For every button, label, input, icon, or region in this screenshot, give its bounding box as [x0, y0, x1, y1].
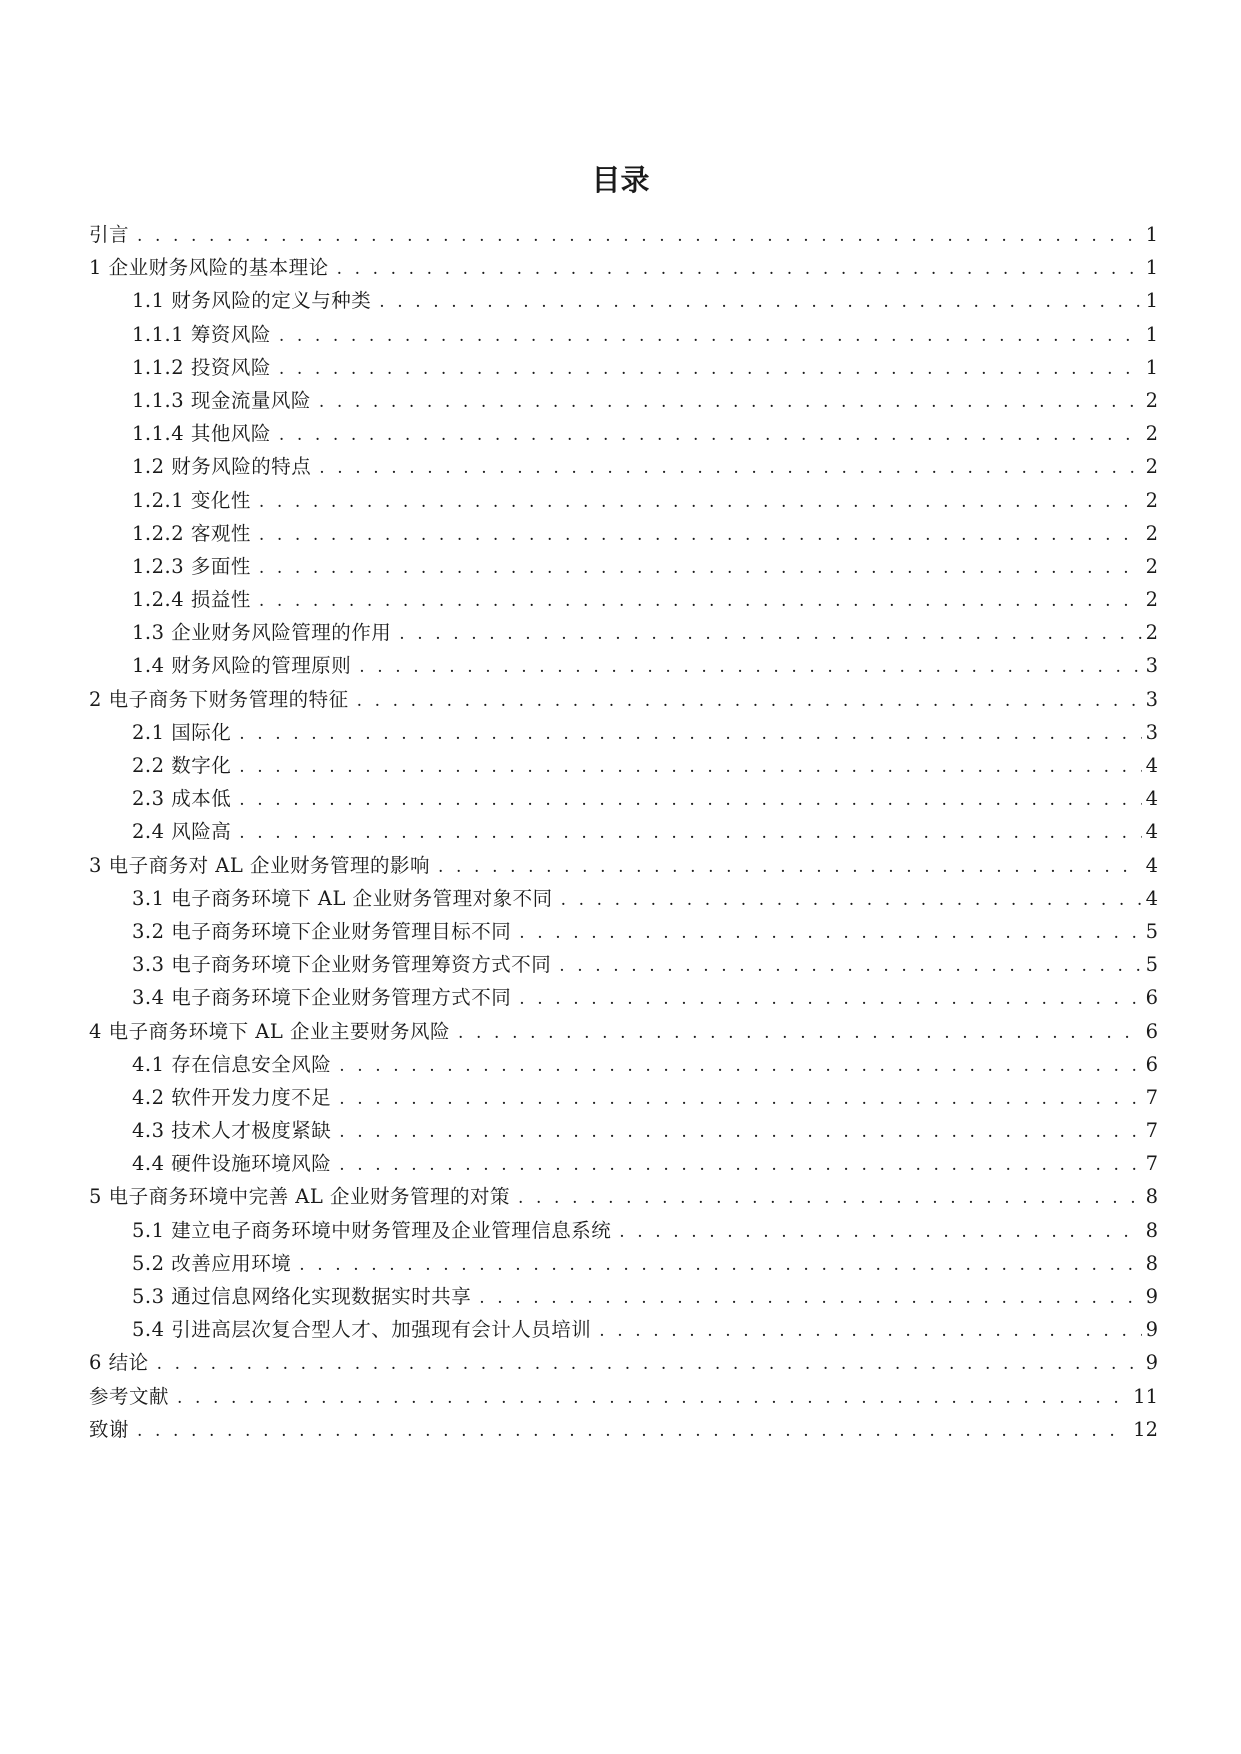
toc-entry-label: 1.3 企业财务风险管理的作用 — [132, 621, 392, 645]
toc-entry-label: 2.2 数字化 — [132, 754, 232, 777]
toc-entry[interactable] — [89, 915, 1158, 948]
toc-entry[interactable] — [89, 1280, 1158, 1313]
toc-dot-leader — [559, 950, 1141, 983]
toc-page-number: 7 — [1145, 1085, 1158, 1109]
toc-entry[interactable] — [89, 550, 1158, 583]
toc-entry[interactable] — [89, 849, 1158, 882]
toc-entry-label: 4 电子商务环境下 AL 企业主要财务风险 — [89, 1019, 451, 1043]
toc-dot-leader — [357, 685, 1142, 718]
toc-title: 目录 — [591, 163, 650, 197]
toc-dot-leader — [379, 286, 1141, 319]
toc-entry[interactable] — [89, 782, 1158, 815]
toc-entry-label: 2.4 风险高 — [132, 820, 232, 844]
toc-page-number: 1 — [1145, 322, 1158, 346]
toc-entry[interactable] — [89, 1380, 1158, 1413]
toc-page-number: 2 — [1145, 588, 1158, 612]
toc-page-number: 4 — [1145, 886, 1158, 910]
toc-dot-leader — [137, 220, 1142, 253]
table-of-contents — [89, 218, 1158, 1446]
toc-entry[interactable] — [89, 749, 1158, 782]
toc-entry-label: 4.2 软件开发力度不足 — [132, 1085, 332, 1109]
toc-dot-leader — [259, 486, 1142, 519]
toc-entry[interactable] — [89, 351, 1158, 384]
toc-entry-label: 5.2 改善应用环境 — [132, 1251, 292, 1275]
toc-entry[interactable] — [89, 616, 1158, 649]
toc-page-number: 8 — [1145, 1185, 1158, 1209]
toc-page-number: 12 — [1133, 1417, 1158, 1441]
toc-entry[interactable] — [89, 1413, 1158, 1446]
toc-entry-label: 1.1.4 其他风险 — [132, 422, 271, 446]
toc-entry[interactable] — [89, 882, 1158, 915]
toc-dot-leader — [339, 1149, 1141, 1182]
toc-page-number: 6 — [1145, 1019, 1158, 1043]
toc-page-number: 6 — [1145, 986, 1158, 1010]
toc-dot-leader — [599, 1315, 1141, 1348]
toc-entry[interactable] — [89, 981, 1158, 1014]
toc-entry[interactable] — [89, 583, 1158, 616]
toc-dot-leader — [177, 1382, 1129, 1415]
toc-entry-label: 3.3 电子商务环境下企业财务管理筹资方式不同 — [132, 953, 552, 977]
toc-page-number: 1 — [1145, 289, 1158, 313]
toc-entry-label: 参考文献 — [89, 1384, 170, 1408]
toc-entry-label: 5 电子商务环境中完善 AL 企业财务管理的对策 — [89, 1185, 511, 1209]
toc-entry-label: 3.2 电子商务环境下企业财务管理目标不同 — [132, 919, 512, 943]
toc-dot-leader — [279, 353, 1142, 386]
toc-page-number: 8 — [1145, 1218, 1158, 1242]
toc-page-number: 4 — [1145, 787, 1158, 811]
toc-entry[interactable] — [89, 1180, 1158, 1213]
toc-dot-leader — [137, 1415, 1129, 1448]
toc-dot-leader — [359, 651, 1141, 684]
toc-entry[interactable] — [89, 450, 1158, 483]
toc-dot-leader — [239, 751, 1141, 784]
toc-entry-label: 3 电子商务对 AL 企业财务管理的影响 — [89, 853, 431, 877]
toc-page-number: 1 — [1145, 256, 1158, 280]
toc-page-number: 2 — [1145, 521, 1158, 545]
toc-entry-label: 引言 — [89, 223, 130, 246]
toc-entry[interactable] — [89, 1114, 1158, 1147]
toc-dot-leader — [239, 718, 1141, 751]
toc-page-number: 7 — [1145, 1152, 1158, 1176]
toc-entry[interactable] — [89, 1147, 1158, 1180]
toc-entry-label: 2.3 成本低 — [132, 787, 232, 811]
toc-page-number: 9 — [1145, 1351, 1158, 1375]
toc-entry-label: 5.4 引进高层次复合型人才、加强现有会计人员培训 — [132, 1318, 592, 1342]
toc-page-number: 8 — [1145, 1251, 1158, 1275]
toc-dot-leader — [239, 817, 1141, 850]
toc-page-number: 6 — [1145, 1052, 1158, 1076]
toc-entry-label: 5.1 建立电子商务环境中财务管理及企业管理信息系统 — [132, 1218, 612, 1242]
toc-entry-label: 6 结论 — [89, 1351, 149, 1375]
toc-entry[interactable] — [89, 284, 1158, 317]
toc-dot-leader — [561, 884, 1142, 917]
toc-entry-label: 3.4 电子商务环境下企业财务管理方式不同 — [132, 986, 512, 1010]
toc-page-number: 5 — [1145, 919, 1158, 943]
toc-dot-leader — [519, 983, 1141, 1016]
toc-page-number: 2 — [1145, 621, 1158, 645]
toc-dot-leader — [399, 618, 1141, 651]
toc-page-number: 3 — [1145, 720, 1158, 744]
toc-entry-label: 3.1 电子商务环境下 AL 企业财务管理对象不同 — [132, 886, 553, 910]
toc-entry-label: 2 电子商务下财务管理的特征 — [89, 687, 349, 711]
toc-page-number: 9 — [1145, 1318, 1158, 1342]
toc-entry-label: 1 企业财务风险的基本理论 — [89, 256, 329, 280]
toc-page-number: 2 — [1145, 455, 1158, 479]
toc-entry[interactable] — [89, 1015, 1158, 1048]
toc-page-number: 11 — [1133, 1384, 1158, 1408]
toc-dot-leader — [458, 1017, 1142, 1050]
toc-entry[interactable] — [89, 815, 1158, 848]
toc-page-number: 1 — [1145, 355, 1158, 379]
toc-entry-label: 4.1 存在信息安全风险 — [132, 1052, 332, 1076]
toc-entry-label: 2.1 国际化 — [132, 720, 232, 744]
toc-dot-leader — [339, 1050, 1141, 1083]
toc-entry[interactable] — [89, 683, 1158, 716]
toc-page-number: 2 — [1145, 388, 1158, 412]
toc-dot-leader — [259, 552, 1142, 585]
toc-entry[interactable] — [89, 218, 1158, 251]
toc-page-number: 1 — [1145, 223, 1158, 246]
toc-entry[interactable] — [89, 1346, 1158, 1379]
toc-dot-leader — [619, 1216, 1141, 1249]
toc-entry-label: 1.1 财务风险的定义与种类 — [132, 289, 372, 313]
toc-entry[interactable] — [89, 1081, 1158, 1114]
toc-entry-label: 4.4 硬件设施环境风险 — [132, 1152, 332, 1176]
toc-entry[interactable] — [89, 1313, 1158, 1346]
toc-entry-label: 1.2.3 多面性 — [132, 554, 251, 578]
toc-entry-label: 1.2.1 变化性 — [132, 488, 251, 512]
toc-page-number: 2 — [1145, 488, 1158, 512]
toc-entry[interactable] — [89, 1048, 1158, 1081]
toc-entry-label: 1.2 财务风险的特点 — [132, 455, 312, 479]
toc-dot-leader — [239, 784, 1141, 817]
toc-dot-leader — [299, 1249, 1141, 1282]
toc-entry[interactable] — [89, 649, 1158, 682]
toc-dot-leader — [319, 452, 1141, 485]
toc-dot-leader — [337, 253, 1142, 286]
toc-entry-label: 4.3 技术人才极度紧缺 — [132, 1119, 332, 1143]
toc-dot-leader — [157, 1348, 1142, 1381]
toc-page-number: 2 — [1145, 422, 1158, 446]
toc-page-number: 5 — [1145, 953, 1158, 977]
toc-entry-label: 1.1.3 现金流量风险 — [132, 388, 311, 412]
toc-page-number: 4 — [1145, 853, 1158, 877]
toc-dot-leader — [339, 1116, 1141, 1149]
toc-entry[interactable] — [89, 417, 1158, 450]
toc-entry-label: 1.4 财务风险的管理原则 — [132, 654, 352, 678]
toc-entry[interactable] — [89, 251, 1158, 284]
toc-dot-leader — [518, 1182, 1142, 1215]
toc-page-number: 3 — [1145, 687, 1158, 711]
toc-entry[interactable] — [89, 484, 1158, 517]
toc-entry-label: 1.2.4 损益性 — [132, 588, 251, 612]
toc-dot-leader — [438, 851, 1142, 884]
toc-entry-label: 1.1.1 筹资风险 — [132, 322, 271, 346]
toc-dot-leader — [279, 320, 1142, 353]
toc-entry[interactable] — [89, 716, 1158, 749]
toc-dot-leader — [279, 419, 1142, 452]
toc-entry[interactable] — [89, 384, 1158, 417]
toc-dot-leader — [339, 1083, 1141, 1116]
toc-entry-label: 1.2.2 客观性 — [132, 521, 251, 545]
toc-page-number: 9 — [1145, 1285, 1158, 1308]
toc-dot-leader — [259, 585, 1142, 618]
toc-page-number: 4 — [1145, 754, 1158, 777]
toc-entry[interactable] — [89, 948, 1158, 981]
toc-entry[interactable] — [89, 318, 1158, 351]
toc-entry[interactable] — [89, 517, 1158, 550]
toc-page-number: 7 — [1145, 1119, 1158, 1143]
toc-entry[interactable] — [89, 1247, 1158, 1280]
toc-entry-label: 1.1.2 投资风险 — [132, 355, 271, 379]
toc-entry[interactable] — [89, 1214, 1158, 1247]
toc-entry-label: 致谢 — [89, 1417, 130, 1441]
toc-page-number: 3 — [1145, 654, 1158, 678]
toc-dot-leader — [259, 519, 1142, 552]
toc-page-number: 2 — [1145, 554, 1158, 578]
toc-dot-leader — [519, 917, 1141, 950]
toc-dot-leader — [319, 386, 1142, 419]
toc-dot-leader — [479, 1282, 1141, 1315]
toc-page-number: 4 — [1145, 820, 1158, 844]
toc-entry-label: 5.3 通过信息网络化实现数据实时共享 — [132, 1285, 472, 1308]
